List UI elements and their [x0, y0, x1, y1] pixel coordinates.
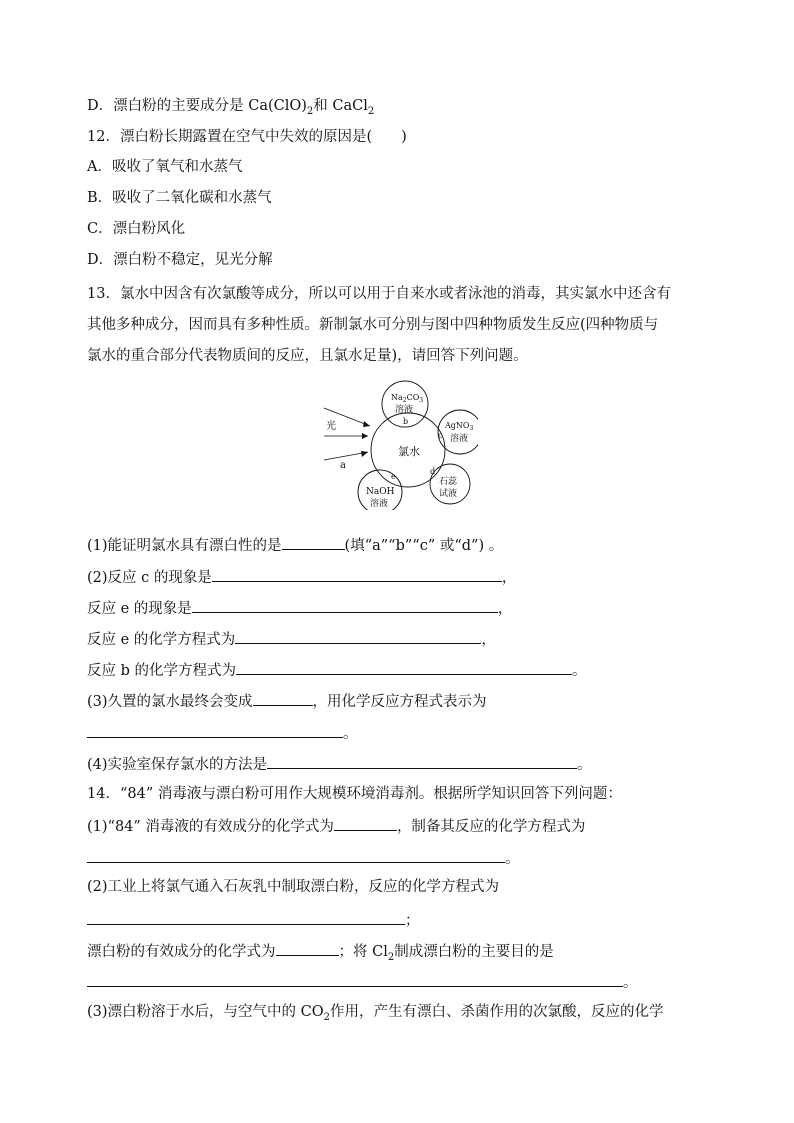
q14-part3-text: (3)漂白粉溶于水后，与空气中的 CO: [87, 1004, 324, 1020]
subscript: 2: [387, 951, 395, 963]
label-e: e: [391, 472, 396, 481]
naoh-solution-label: 溶液: [370, 499, 389, 509]
question-13-line-1: 13．氯水中因含有次氯酸等成分，所以可以用于自来水或者泳池的消毒，其实氯水中还含有: [87, 286, 671, 302]
q13-part1-hint: (填“a”“b”“c” 或“d”) 。: [344, 538, 504, 554]
label-c: c: [438, 431, 443, 440]
center-label: 氯水: [398, 445, 420, 458]
punctuation: ，: [497, 601, 513, 617]
option-d-line: [87, 96, 374, 116]
litmus-label-2: 试液: [439, 489, 458, 499]
q14-part1a: [87, 815, 585, 837]
q12-option-a: A．吸收了氧气和水蒸气: [87, 159, 243, 175]
q13-part1-text: (1)能证明氯水具有漂白性的是: [87, 538, 282, 554]
arrow-head: [361, 451, 368, 457]
question-13-line-3: 氯水的重合部分代表物质间的反应，且氯水足量)，请回答下列问题。: [87, 348, 528, 364]
answer-blank[interactable]: [87, 847, 505, 863]
q13-part4: [87, 753, 592, 775]
agno3-circle: [438, 410, 478, 454]
answer-blank[interactable]: [87, 909, 405, 925]
punctuation: ，: [501, 570, 517, 586]
punctuation: 。: [343, 726, 358, 742]
answer-blank[interactable]: [87, 971, 623, 987]
question-12: 12．漂白粉长期露置在空气中失效的原因是( ): [87, 129, 407, 145]
answer-blank[interactable]: [236, 659, 572, 675]
answer-blank[interactable]: [235, 628, 481, 644]
q12-option-c: C．漂白粉风化: [87, 221, 186, 237]
answer-blank[interactable]: [212, 566, 502, 582]
q12-option-b: B．吸收了二氧化碳和水蒸气: [87, 190, 272, 206]
agno3-solution-label: 溶液: [450, 434, 469, 444]
q14-part3-text-2: 作用，产生有漂白、杀菌作用的次氯酸，反应的化学: [330, 1004, 664, 1020]
q14-part2c-text-2: 制成漂白粉的主要目的是: [394, 944, 554, 960]
q13-part2a: [87, 566, 516, 588]
punctuation: ，: [481, 632, 496, 648]
subscript: 2: [306, 105, 314, 117]
arrow-head: [363, 421, 370, 427]
q13-part2c: [87, 628, 496, 650]
answer-blank[interactable]: [253, 690, 313, 706]
answer-blank[interactable]: [282, 534, 345, 550]
q14-part2d: [87, 971, 638, 993]
q14-part2c-mid: ；将 Cl: [338, 944, 388, 960]
agno3-label: AgNO$_3$: [445, 421, 474, 432]
option-d-text: D．漂白粉的主要成分是 Ca(ClO): [87, 98, 307, 114]
q14-part1a-text-2: ，制备其反应的化学方程式为: [396, 819, 586, 835]
question-13-line-2: 其他多种成分，因而具有多种性质。新制氯水可分别与图中四种物质发生反应(四种物质与: [87, 317, 659, 333]
q14-part2a: (2)工业上将氯气通入石灰乳中制取漂白粉，反应的化学方程式为: [87, 879, 500, 895]
label-d: d: [430, 467, 436, 476]
q13-part2b: [87, 597, 512, 619]
litmus-label-1: 石蕊: [439, 477, 458, 487]
q14-part2b: [87, 909, 420, 931]
label-b: b: [403, 417, 409, 426]
q13-part3a-text-2: ，用化学反应方程式表示为: [312, 694, 487, 710]
na2co3-label: $Na_2CO_3$: [391, 393, 424, 404]
answer-blank[interactable]: [267, 753, 577, 769]
subscript: 2: [323, 1011, 331, 1023]
arrow-head: [362, 433, 368, 439]
option-d-text-2: 和 CaCl: [313, 98, 368, 114]
q14-part1a-text: (1)“84” 消毒液的有效成分的化学式为: [87, 819, 334, 835]
answer-blank[interactable]: [192, 597, 498, 613]
answer-blank[interactable]: [87, 722, 343, 738]
punctuation: 。: [505, 851, 520, 867]
q13-part3a-text: (3)久置的氯水最终会变成: [87, 694, 253, 710]
answer-blank[interactable]: [334, 815, 397, 831]
subscript: 2: [367, 105, 375, 117]
question-14: 14．“84” 消毒液与漂白粉可用作大规模环境消毒剂。根据所学知识回答下列问题：: [87, 786, 622, 802]
q13-part2c-text: 反应 e 的化学方程式为: [87, 632, 236, 648]
q13-part2b-text: 反应 e 的现象是: [87, 601, 192, 617]
punctuation: 。: [577, 757, 592, 773]
q13-part1: [87, 534, 503, 556]
q13-part2d-text: 反应 b 的化学方程式为: [87, 663, 236, 679]
q13-part4-text: (4)实验室保存氯水的方法是: [87, 757, 268, 773]
q13-part2a-text: (2)反应 c 的现象是: [87, 570, 212, 586]
q13-part2d: [87, 659, 587, 681]
q13-part3b: [87, 722, 358, 744]
punctuation: ；: [405, 913, 420, 929]
punctuation: 。: [623, 975, 638, 991]
q14-part2c: [87, 940, 554, 962]
q14-part3: [87, 1002, 664, 1022]
naoh-label: NaOH: [366, 487, 395, 497]
q14-part1b: [87, 847, 520, 869]
na2co3-solution-label: 溶液: [395, 405, 414, 415]
light-label: 光: [326, 421, 336, 432]
q12-option-d: D．漂白粉不稳定，见光分解: [87, 252, 273, 268]
q14-part2c-text: 漂白粉的有效成分的化学式为: [87, 944, 276, 960]
chlorine-water-diagram: [318, 380, 478, 510]
q13-part3a: [87, 690, 487, 712]
punctuation: 。: [572, 663, 587, 679]
answer-blank[interactable]: [276, 940, 339, 956]
label-a: a: [340, 460, 346, 471]
